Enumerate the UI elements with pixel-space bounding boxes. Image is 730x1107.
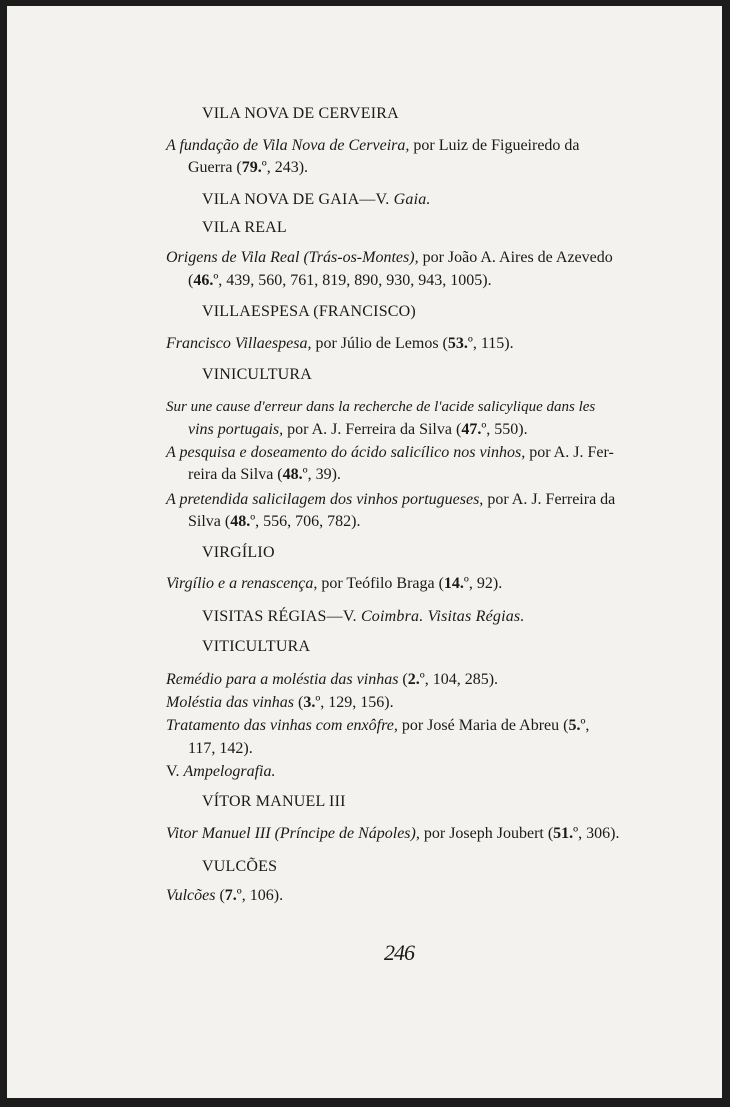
- entry-line: [166, 397, 595, 417]
- entry-line: [166, 886, 283, 906]
- book-page: [7, 6, 722, 1098]
- entry-title: Origens de Vila Real (Trás-os-Montes),: [166, 249, 419, 266]
- entry-author: por João A. Aires de Azevedo: [418, 249, 613, 266]
- entry-pages: º, 306).: [573, 825, 620, 842]
- heading-vitor-manuel-iii: VÍTOR MANUEL III: [202, 793, 346, 810]
- entry-title: vins portugais,: [188, 421, 284, 438]
- entry-title: Francisco Villaespesa,: [166, 335, 312, 352]
- heading-vila-real: VILA REAL: [202, 219, 287, 236]
- heading-virgilio: VIRGÍLIO: [202, 544, 275, 561]
- page-number: 246: [384, 940, 414, 965]
- heading-text: VISITAS RÉGIAS—V.: [202, 608, 361, 625]
- entry-line: [166, 443, 614, 463]
- entry-author: por Júlio de Lemos (: [311, 335, 448, 352]
- entry-author: por José Maria de Abreu (: [397, 717, 569, 734]
- entry-line: [166, 670, 498, 690]
- entry-pages: º, 129, 156).: [315, 694, 394, 711]
- volume-number: 7.: [224, 887, 237, 904]
- entry-line: [166, 824, 619, 844]
- entry-author: por A. J. Ferreira da Silva (: [283, 421, 462, 438]
- entry-text: (: [398, 671, 408, 688]
- entry-line-continued: [188, 465, 341, 485]
- heading-visitas-regias: [202, 607, 525, 627]
- volume-number: 2.: [407, 671, 420, 688]
- entry-text: (: [215, 887, 225, 904]
- entry-author: por Teófilo Braga (: [317, 575, 444, 592]
- entry-line: [166, 716, 589, 736]
- cross-reference: Gaia.: [393, 191, 431, 208]
- entry-title: A fundação de Vila Nova de Cerveira,: [166, 137, 410, 154]
- entry-text: (: [294, 694, 304, 711]
- index-content: [7, 6, 722, 1098]
- heading-vulcoes: VULCÕES: [202, 858, 278, 875]
- entry-line: [166, 490, 615, 510]
- volume-number: 48.: [230, 513, 251, 530]
- see-also: [166, 762, 276, 782]
- entry-title: Moléstia das vinhas: [166, 694, 294, 711]
- entry-pages: º, 39).: [302, 466, 341, 483]
- volume-number: 51.: [553, 825, 574, 842]
- heading-viticultura: VITICULTURA: [202, 638, 311, 655]
- volume-number: 5.: [568, 717, 581, 734]
- volume-number: 3.: [303, 694, 316, 711]
- entry-line-continued: [188, 158, 308, 178]
- entry-title: Virgílio e a renascença,: [166, 575, 318, 592]
- volume-number: 79.: [241, 159, 262, 176]
- heading-villaespesa: VILLAESPESA (FRANCISCO): [202, 303, 416, 320]
- entry-text: reira da Silva (: [188, 466, 283, 483]
- heading-vila-nova-de-gaia: [202, 190, 431, 210]
- entry-text: Guerra (: [188, 159, 242, 176]
- entry-line: [166, 136, 580, 156]
- volume-number: 46.: [193, 272, 214, 289]
- entry-title: Sur une cause d'erreur dans la recherche de l'acide salicylique dans les: [166, 399, 596, 415]
- entry-line: [166, 574, 502, 594]
- volume-number: 53.: [447, 335, 468, 352]
- entry-title: A pesquisa e doseamento do ácido salicílico nos vinhos,: [166, 444, 526, 461]
- volume-number: 14.: [443, 575, 464, 592]
- entry-text: Silva (: [188, 513, 231, 530]
- entry-title: Remédio para a moléstia das vinhas: [166, 671, 399, 688]
- entry-pages: º,: [580, 717, 590, 734]
- entry-author: por Joseph Joubert (: [419, 825, 554, 842]
- entry-title: Vulcões: [166, 887, 216, 904]
- entry-line-continued: [188, 271, 492, 291]
- cross-reference: Coimbra. Visitas Régias.: [360, 608, 525, 625]
- entry-title: Tratamento das vinhas com enxôfre,: [166, 717, 398, 734]
- entry-line: [166, 334, 514, 354]
- entry-pages: º, 92).: [463, 575, 503, 592]
- entry-line: [166, 248, 613, 268]
- entry-author: por A. J. Fer-: [525, 444, 614, 461]
- cross-reference: Ampelografia.: [183, 763, 276, 780]
- entry-pages: º, 550).: [481, 421, 528, 438]
- entry-title: Vitor Manuel III (Príncipe de Nápoles),: [166, 825, 420, 842]
- entry-line-continued: [188, 420, 528, 440]
- volume-number: 48.: [282, 466, 303, 483]
- entry-pages: º, 556, 706, 782).: [250, 513, 361, 530]
- entry-title: A pretendida salicilagem dos vinhos portugueses,: [166, 491, 484, 508]
- entry-pages: º, 115).: [467, 335, 514, 352]
- entry-line-continued: [188, 739, 253, 759]
- entry-text: (: [188, 272, 194, 289]
- entry-line-continued: [188, 512, 361, 532]
- entry-author: por A. J. Ferreira da: [483, 491, 616, 508]
- entry-pages: º, 439, 560, 761, 819, 890, 930, 943, 1005).: [213, 272, 492, 289]
- entry-line: [166, 693, 394, 713]
- entry-author: por Luiz de Figueiredo da: [409, 137, 580, 154]
- heading-vinicultura: VINICULTURA: [202, 366, 313, 383]
- entry-pages: º, 106).: [236, 887, 284, 904]
- see-text: V.: [166, 763, 184, 780]
- heading-vila-nova-de-cerveira: VILA NOVA DE CERVEIRA: [202, 105, 399, 122]
- entry-pages: º, 104, 285).: [419, 671, 499, 688]
- entry-pages: 117, 142).: [188, 740, 253, 757]
- volume-number: 47.: [461, 421, 482, 438]
- entry-pages: º, 243).: [261, 159, 309, 176]
- heading-text: VILA NOVA DE GAIA—V.: [202, 191, 394, 208]
